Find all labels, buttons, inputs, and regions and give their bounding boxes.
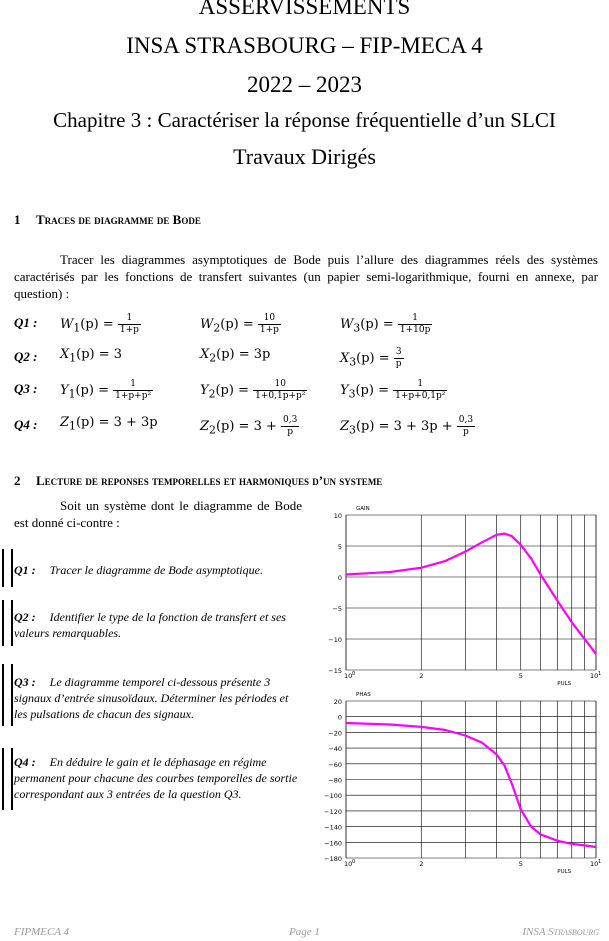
transfer-function (340, 347, 404, 370)
transfer-function (60, 415, 158, 433)
doc-title-line2: INSA STRASBOURG – FIP-MECA 4 (126, 33, 483, 58)
function-argument: (p) (75, 415, 99, 430)
function-rhs: = (378, 383, 394, 398)
function-name: Z (340, 419, 350, 434)
function-argument: (p) (215, 383, 239, 398)
function-argument: (p) (360, 317, 383, 332)
fraction (113, 379, 153, 402)
function-rhs: = (238, 383, 254, 398)
function-name: W (60, 317, 74, 332)
fraction-numerator: 3 (394, 347, 404, 359)
y-tick-label: 20 (333, 698, 342, 706)
function-index: 2 (213, 321, 221, 335)
function-name: X (60, 347, 70, 362)
transfer-function (60, 347, 122, 365)
section2-intro: Soit un système dont le diagramme de Bode est donné ci-contre : (14, 498, 302, 530)
function-argument: (p) (220, 317, 243, 332)
function-name: W (200, 317, 214, 332)
function-name: Y (340, 383, 349, 398)
fraction-denominator: 1+10p (399, 325, 431, 335)
question-text: En déduire le gain et le déphasage en régime permanent pour chacune des courbes temporelles de sortie correspondant aux 3 entrées de la question Q3. (14, 755, 298, 801)
y-tick-label: −15 (328, 667, 342, 675)
fraction-numerator: 1 (118, 313, 141, 325)
x-axis-label: PULS (557, 869, 572, 875)
x-tick-exponent: 0 (352, 671, 356, 677)
x-tick-label: 5 (518, 672, 523, 680)
function-rhs: = 3 (98, 347, 123, 362)
function-argument: (p) (355, 419, 379, 434)
function-name: Y (60, 383, 69, 398)
doc-title-line3: 2022 – 2023 (247, 72, 362, 97)
function-name: Y (200, 383, 209, 398)
section2-question-1 (14, 562, 299, 578)
function-argument: (p) (215, 419, 239, 434)
question-label: Q3 : (14, 675, 36, 689)
function-index: 2 (208, 387, 216, 401)
footer-left: FIPMECA 4 (14, 926, 70, 938)
y-tick-label: −140 (324, 823, 342, 832)
y-tick-label: −100 (324, 792, 342, 801)
fraction (393, 379, 447, 402)
section2-question-3 (14, 674, 299, 722)
x-tick-label: 10 (590, 672, 599, 680)
fraction-numerator: 1 (113, 379, 153, 391)
section2-question-4 (14, 754, 299, 802)
bode-phase-svg (318, 688, 606, 884)
y-tick-label: 0 (337, 574, 342, 582)
fraction-numerator: 0,3 (283, 415, 298, 425)
function-index: 1 (68, 387, 76, 401)
question-text: Tracer le diagramme de Bode asymptotique. (49, 563, 263, 577)
question-margin-bar (2, 664, 13, 726)
section2-question-2 (14, 609, 299, 641)
function-argument: (p) (356, 351, 379, 366)
function-rhs: = 3 + (238, 419, 281, 434)
fraction-numerator: 1 (398, 313, 432, 325)
section2-heading (14, 473, 382, 489)
series-line (346, 723, 596, 847)
transfer-function (200, 313, 281, 336)
fraction-denominator: p (463, 427, 469, 437)
fraction-denominator: p (287, 427, 294, 437)
bode-gain-svg (318, 500, 606, 692)
doc-title-line1: ASSERVISSEMENTS (198, 0, 411, 19)
y-tick-label: −160 (324, 839, 342, 848)
transfer-function (200, 379, 307, 402)
fraction-denominator: 1+p+0,1p² (395, 391, 446, 401)
section2-number: 2 (14, 473, 21, 488)
section2-title: Lecture de reponses temporelles et harmoniques d’un systeme (36, 473, 383, 488)
function-argument: (p) (75, 383, 99, 398)
question-margin-bar (2, 600, 13, 646)
y-tick-label: 0 (337, 713, 342, 722)
function-name: X (200, 347, 210, 362)
transfer-function (340, 415, 475, 438)
question-label: Q2 : (14, 349, 38, 364)
x-tick-label: 10 (590, 860, 599, 868)
transfer-function (200, 347, 270, 365)
section1-number: 1 (14, 212, 21, 227)
question-label: Q4 : (14, 755, 36, 769)
fraction (398, 313, 432, 336)
section1-title: Traces de diagramme de Bode (36, 212, 201, 227)
function-rhs: = 3p (238, 347, 271, 362)
fraction (394, 347, 404, 370)
question-margin-bar (2, 748, 13, 810)
bode-phase-chart (318, 688, 606, 884)
fraction-denominator: 1+p (119, 325, 139, 335)
function-argument: (p) (355, 383, 379, 398)
question-text: Identifier le type de la fonction de transfert et ses valeurs remarquables. (14, 610, 286, 640)
y-tick-label: −40 (328, 745, 342, 754)
x-tick-label: 2 (419, 860, 424, 868)
transfer-function (340, 379, 447, 402)
x-tick-label: 10 (344, 672, 353, 680)
y-tick-label: −60 (328, 760, 342, 769)
function-name: X (340, 351, 350, 366)
function-rhs: = (382, 317, 398, 332)
question-label: Q4 : (14, 417, 38, 432)
function-index: 2 (209, 351, 217, 365)
fraction-denominator: p (395, 359, 402, 369)
x-tick-exponent: 0 (352, 859, 356, 865)
function-name: Z (60, 415, 70, 430)
question-row (14, 313, 604, 339)
function-argument: (p) (76, 347, 99, 362)
x-tick-label: 10 (344, 860, 353, 868)
bode-gain-chart (318, 500, 606, 692)
fraction (457, 415, 475, 438)
fraction (258, 313, 281, 336)
fraction-numerator: 10 (258, 313, 281, 325)
y-tick-label: −120 (324, 807, 342, 816)
function-index: 3 (353, 321, 361, 335)
y-tick-label: −20 (328, 729, 342, 738)
question-row (14, 415, 604, 441)
question-row (14, 347, 604, 373)
fraction-numerator: 0,3 (458, 415, 474, 425)
question-label: Q2 : (14, 610, 36, 624)
function-index: 3 (348, 387, 356, 401)
function-name: Z (200, 419, 210, 434)
function-index: 3 (349, 423, 356, 437)
transfer-function (60, 313, 141, 336)
y-tick-label: −180 (324, 855, 342, 863)
question-row (14, 379, 604, 405)
footer-page: Page 1 (289, 926, 320, 938)
function-rhs: = (102, 317, 118, 332)
chart-title: GAIN (356, 506, 370, 512)
footer-right: INSA Strasbourg (522, 926, 599, 938)
function-rhs: = 3 + 3p (98, 415, 158, 430)
x-tick-exponent: 1 (598, 671, 602, 677)
x-tick-label: 5 (518, 860, 523, 868)
transfer-function (200, 415, 299, 438)
chart-title: PHAS (356, 692, 371, 698)
question-label: Q1 : (14, 563, 36, 577)
question-margin-bar (2, 549, 13, 587)
function-index: 1 (73, 321, 81, 335)
function-rhs: = (378, 351, 394, 366)
question-text: Le diagramme temporel ci-dessous présente 3 signaux d’entrée sinusoïdaux. Déterminer les périodes et les pulsations de chacun des signaux. (14, 675, 289, 721)
x-axis-label: PULS (557, 681, 572, 687)
function-argument: (p) (80, 317, 103, 332)
fraction-denominator: 1+p (259, 325, 279, 335)
fraction (118, 313, 141, 336)
y-tick-label: −5 (332, 605, 342, 613)
fraction-denominator: 1+0,1p+p² (255, 391, 306, 401)
chapter-title: Chapitre 3 : Caractériser la réponse fréquentielle d’un SLCI (53, 108, 556, 132)
x-tick-exponent: 1 (598, 859, 602, 865)
section1-intro: Tracer les diagrammes asymptotiques de Bode puis l’allure des diagrammes réels des systèmes caractérisés par les fonctions de transfert suivantes (un papier semi-logarithmique, fourni en annexe, par question) : (14, 252, 598, 301)
series-line (346, 534, 596, 654)
fraction-numerator: 1 (393, 379, 447, 391)
function-index: 2 (209, 423, 216, 437)
y-tick-label: 5 (337, 543, 342, 551)
question-label: Q1 : (14, 315, 38, 330)
function-argument: (p) (216, 347, 239, 362)
function-rhs: = (98, 383, 114, 398)
section1-heading (14, 212, 201, 228)
doc-subtitle: Travaux Dirigés (233, 144, 376, 169)
function-rhs: = (242, 317, 258, 332)
fraction-denominator: 1+p+p² (115, 391, 152, 401)
function-index: 1 (69, 419, 76, 433)
x-tick-label: 2 (419, 672, 424, 680)
y-tick-label: −80 (328, 776, 342, 785)
function-rhs: = 3 + 3p + (378, 419, 457, 434)
function-name: W (340, 317, 354, 332)
fraction (253, 379, 307, 402)
function-index: 1 (69, 351, 77, 365)
y-tick-label: 10 (333, 512, 342, 520)
transfer-function (340, 313, 432, 336)
function-index: 3 (349, 355, 357, 369)
transfer-function (60, 379, 153, 402)
y-tick-label: −10 (328, 636, 342, 644)
fraction (281, 415, 299, 438)
question-label: Q3 : (14, 381, 38, 396)
fraction-numerator: 10 (253, 379, 307, 391)
